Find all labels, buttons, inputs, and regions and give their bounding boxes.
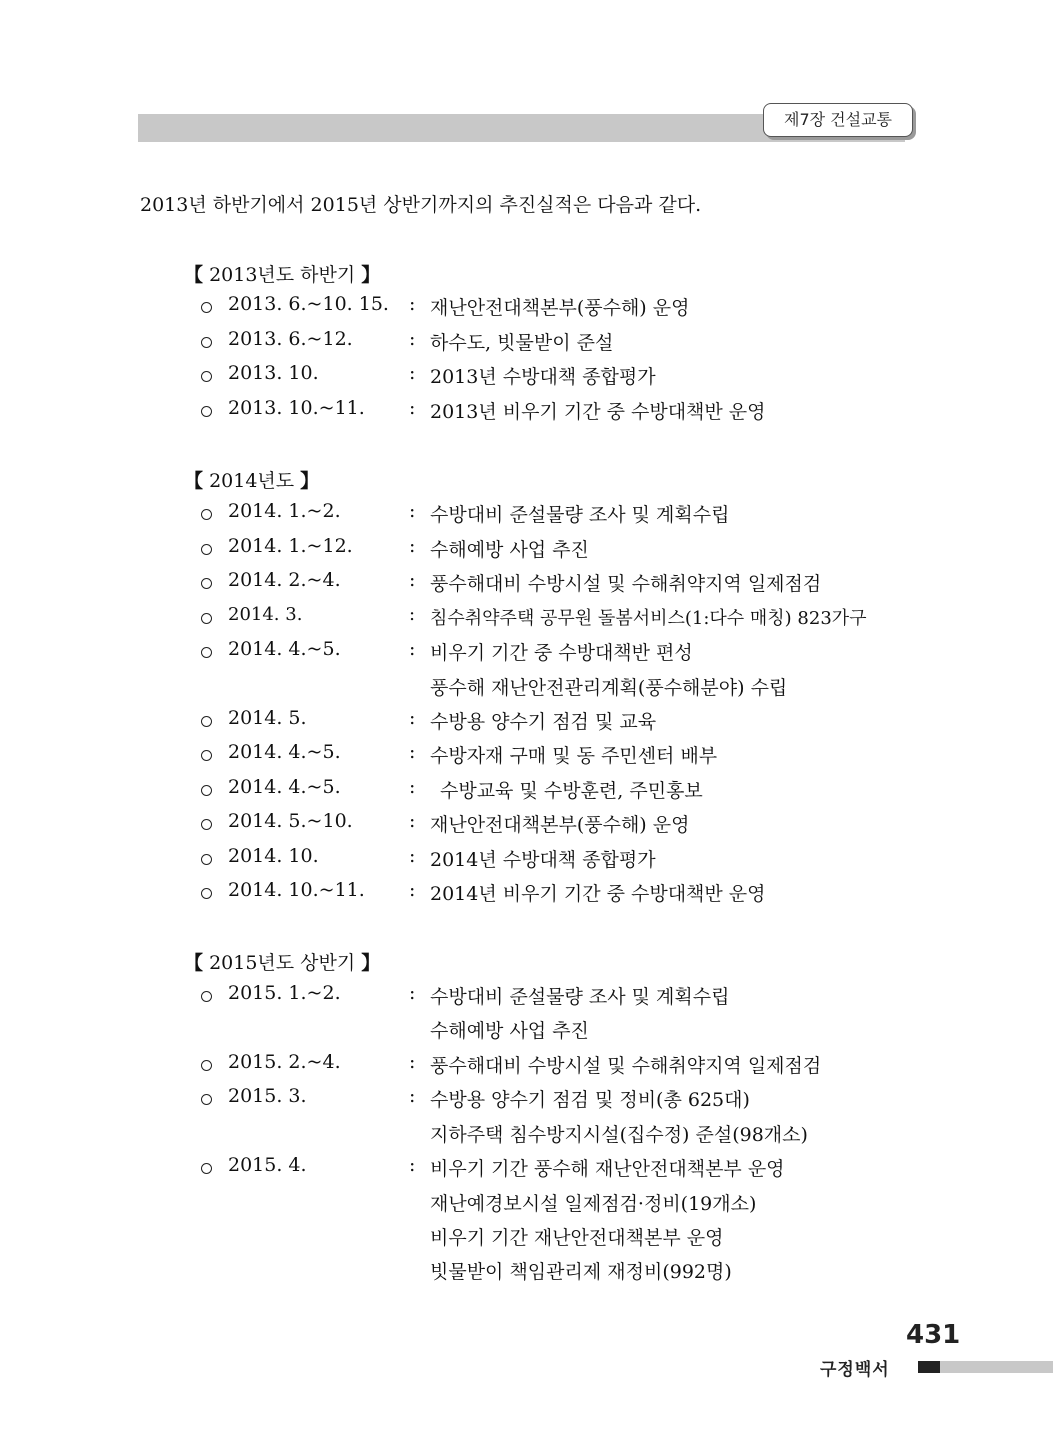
- colon-separator: :: [409, 500, 416, 522]
- bracket-open: 【: [184, 952, 204, 974]
- bullet-icon: [201, 406, 212, 417]
- item-date: 2013. 10.: [228, 362, 319, 384]
- list-item: [0, 707, 1053, 737]
- intro-text: 2013년 하반기에서 2015년 상반기까지의 추진실적은 다음과 같다.: [140, 194, 702, 216]
- colon-separator: :: [409, 328, 416, 350]
- item-description: 수방대비 준설물량 조사 및 계획수립: [430, 986, 730, 1008]
- item-description: 수방교육 및 수방훈련, 주민홍보: [440, 780, 703, 802]
- list-item: [0, 604, 1053, 634]
- bullet-icon: [201, 509, 212, 520]
- list-item-continuation: [0, 1257, 1053, 1287]
- colon-separator: :: [409, 982, 416, 1004]
- list-item: [0, 776, 1053, 806]
- item-date: 2015. 2.~4.: [228, 1051, 341, 1073]
- bullet-icon: [201, 888, 212, 899]
- footer-bar: [940, 1361, 1053, 1373]
- bracket-close: 】: [361, 264, 381, 286]
- item-description: 빗물받이 책임관리제 재정비(992명): [430, 1261, 732, 1283]
- page-number: 431: [906, 1320, 961, 1350]
- item-description: 비우기 기간 중 수방대책반 편성: [430, 642, 693, 664]
- colon-separator: :: [409, 604, 416, 625]
- colon-separator: :: [409, 1085, 416, 1107]
- list-item: [0, 362, 1053, 392]
- colon-separator: :: [409, 845, 416, 867]
- bullet-icon: [201, 716, 212, 727]
- colon-separator: :: [409, 535, 416, 557]
- list-item: [0, 569, 1053, 599]
- list-item: [0, 879, 1053, 909]
- item-date: 2013. 6.~12.: [228, 328, 353, 350]
- item-date: 2014. 10.~11.: [228, 879, 365, 901]
- bullet-icon: [201, 819, 212, 830]
- item-date: 2015. 3.: [228, 1085, 307, 1107]
- colon-separator: :: [409, 810, 416, 832]
- list-item-continuation: [0, 1189, 1053, 1219]
- item-description: 재난예경보시설 일제점검·정비(19개소): [430, 1193, 757, 1215]
- colon-separator: :: [409, 741, 416, 763]
- list-item: [0, 845, 1053, 875]
- bullet-icon: [201, 785, 212, 796]
- bracket-open: 【: [184, 470, 204, 492]
- item-date: 2015. 1.~2.: [228, 982, 341, 1004]
- item-description: 수방대비 준설물량 조사 및 계획수립: [430, 504, 730, 526]
- item-date: 2014. 1.~12.: [228, 535, 353, 557]
- list-item: [0, 293, 1053, 323]
- colon-separator: :: [409, 707, 416, 729]
- item-description: 수방자재 구매 및 동 주민센터 배부: [430, 745, 718, 767]
- bullet-icon: [201, 371, 212, 382]
- item-date: 2014. 4.~5.: [228, 638, 341, 660]
- item-description: 재난안전대책본부(풍수해) 운영: [430, 814, 690, 836]
- list-item: [0, 638, 1053, 668]
- bullet-icon: [201, 1060, 212, 1071]
- item-date: 2014. 1.~2.: [228, 500, 341, 522]
- list-item: [0, 397, 1053, 427]
- list-item-continuation: [0, 1120, 1053, 1150]
- colon-separator: :: [409, 1051, 416, 1073]
- bullet-icon: [201, 544, 212, 555]
- bullet-icon: [201, 991, 212, 1002]
- bracket-close: 】: [361, 952, 381, 974]
- item-description: 수방용 양수기 점검 및 교육: [430, 711, 657, 733]
- footer-marker: [918, 1361, 940, 1373]
- colon-separator: :: [409, 1154, 416, 1176]
- list-item: [0, 810, 1053, 840]
- item-description: 2014년 수방대책 종합평가: [430, 849, 656, 871]
- item-date: 2014. 3.: [228, 604, 303, 625]
- list-item: [0, 1051, 1053, 1081]
- colon-separator: :: [409, 293, 416, 315]
- item-date: 2014. 10.: [228, 845, 319, 867]
- list-item: [0, 535, 1053, 565]
- bracket-open: 【: [184, 264, 204, 286]
- list-item-continuation: [0, 1223, 1053, 1253]
- colon-separator: :: [409, 638, 416, 660]
- item-description: 수해예방 사업 추진: [430, 539, 589, 561]
- section-title-label: 2013년도 하반기: [209, 264, 356, 286]
- bullet-icon: [201, 337, 212, 348]
- item-description: 수방용 양수기 점검 및 정비(총 625대): [430, 1089, 750, 1111]
- bullet-icon: [201, 578, 212, 589]
- item-description: 비우기 기간 풍수해 재난안전대책본부 운영: [430, 1158, 785, 1180]
- bracket-close: 】: [300, 470, 320, 492]
- item-date: 2014. 5.: [228, 707, 307, 729]
- section-title-2014: [184, 466, 319, 493]
- item-description: 풍수해 재난안전관리계획(풍수해분야) 수립: [430, 677, 788, 699]
- item-description: 풍수해대비 수방시설 및 수해취약지역 일제점검: [430, 1055, 822, 1077]
- item-date: 2014. 4.~5.: [228, 741, 341, 763]
- colon-separator: :: [409, 569, 416, 591]
- bullet-icon: [201, 750, 212, 761]
- bullet-icon: [201, 854, 212, 865]
- list-item: [0, 1154, 1053, 1184]
- item-description: 침수취약주택 공무원 돌봄서비스(1:다수 매칭) 823가구: [430, 608, 867, 629]
- list-item: [0, 741, 1053, 771]
- item-description: 수해예방 사업 추진: [430, 1020, 589, 1042]
- list-item: [0, 328, 1053, 358]
- bullet-icon: [201, 1094, 212, 1105]
- item-description: 비우기 기간 재난안전대책본부 운영: [430, 1227, 724, 1249]
- bullet-icon: [201, 302, 212, 313]
- item-date: 2013. 10.~11.: [228, 397, 365, 419]
- item-date: 2014. 4.~5.: [228, 776, 341, 798]
- section-title-2015: [184, 948, 380, 975]
- book-title: 구정백서: [820, 1360, 890, 1380]
- bullet-icon: [201, 647, 212, 658]
- chapter-tab: 제7장 건설교통: [763, 103, 913, 137]
- colon-separator: :: [409, 776, 416, 798]
- list-item: [0, 982, 1053, 1012]
- item-description: 2013년 수방대책 종합평가: [430, 366, 656, 388]
- item-date: 2014. 5.~10.: [228, 810, 353, 832]
- section-title-2013: [184, 260, 380, 287]
- bullet-icon: [201, 1163, 212, 1174]
- colon-separator: :: [409, 397, 416, 419]
- section-title-label: 2014년도: [209, 470, 295, 492]
- item-description: 재난안전대책본부(풍수해) 운영: [430, 297, 690, 319]
- colon-separator: :: [409, 362, 416, 384]
- bullet-icon: [201, 613, 212, 624]
- colon-separator: :: [409, 879, 416, 901]
- list-item: [0, 1085, 1053, 1115]
- list-item: [0, 500, 1053, 530]
- item-description: 풍수해대비 수방시설 및 수해취약지역 일제점검: [430, 573, 822, 595]
- item-date: 2013. 6.~10. 15.: [228, 293, 389, 315]
- item-description: 2014년 비우기 기간 중 수방대책반 운영: [430, 883, 766, 905]
- item-description: 2013년 비우기 기간 중 수방대책반 운영: [430, 401, 766, 423]
- list-item-continuation: [0, 673, 1053, 703]
- list-item-continuation: [0, 1016, 1053, 1046]
- item-description: 지하주택 침수방지시설(집수정) 준설(98개소): [430, 1124, 808, 1146]
- item-description: 하수도, 빗물받이 준설: [430, 332, 614, 354]
- item-date: 2014. 2.~4.: [228, 569, 341, 591]
- item-date: 2015. 4.: [228, 1154, 307, 1176]
- section-title-label: 2015년도 상반기: [209, 952, 356, 974]
